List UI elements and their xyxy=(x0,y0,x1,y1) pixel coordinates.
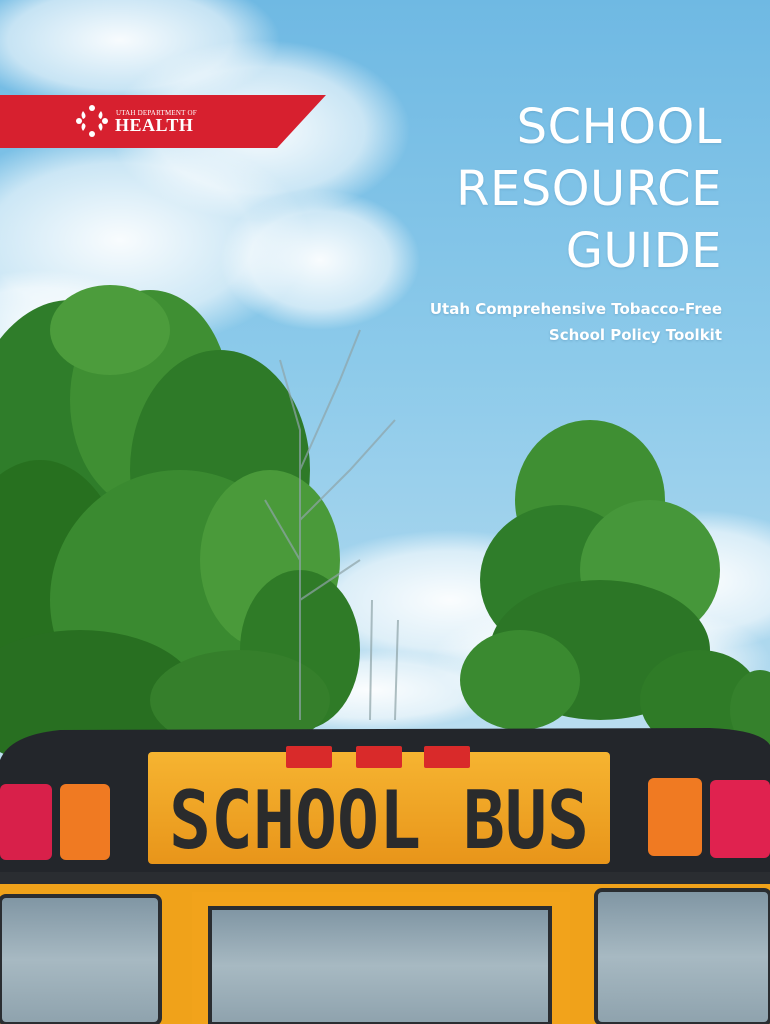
school-bus xyxy=(0,728,770,1024)
title-line-1: SCHOOL xyxy=(516,99,722,155)
utah-health-logo-icon xyxy=(74,103,110,139)
subtitle-line-1: Utah Comprehensive Tobacco-Free xyxy=(429,300,722,318)
org-logo xyxy=(74,103,204,141)
org-name-line2: HEALTH xyxy=(115,115,194,135)
subtitle-line-2: School Policy Toolkit xyxy=(548,326,722,344)
subtitle xyxy=(392,296,722,348)
title-line-2: RESOURCE xyxy=(456,161,722,217)
org-name-line1: UTAH DEPARTMENT OF xyxy=(116,109,197,117)
trees-left xyxy=(0,285,360,770)
cover-title-block xyxy=(392,96,722,348)
title-line-3: GUIDE xyxy=(565,223,722,279)
bus-sign-text: SCHOOL BUS xyxy=(169,774,589,867)
